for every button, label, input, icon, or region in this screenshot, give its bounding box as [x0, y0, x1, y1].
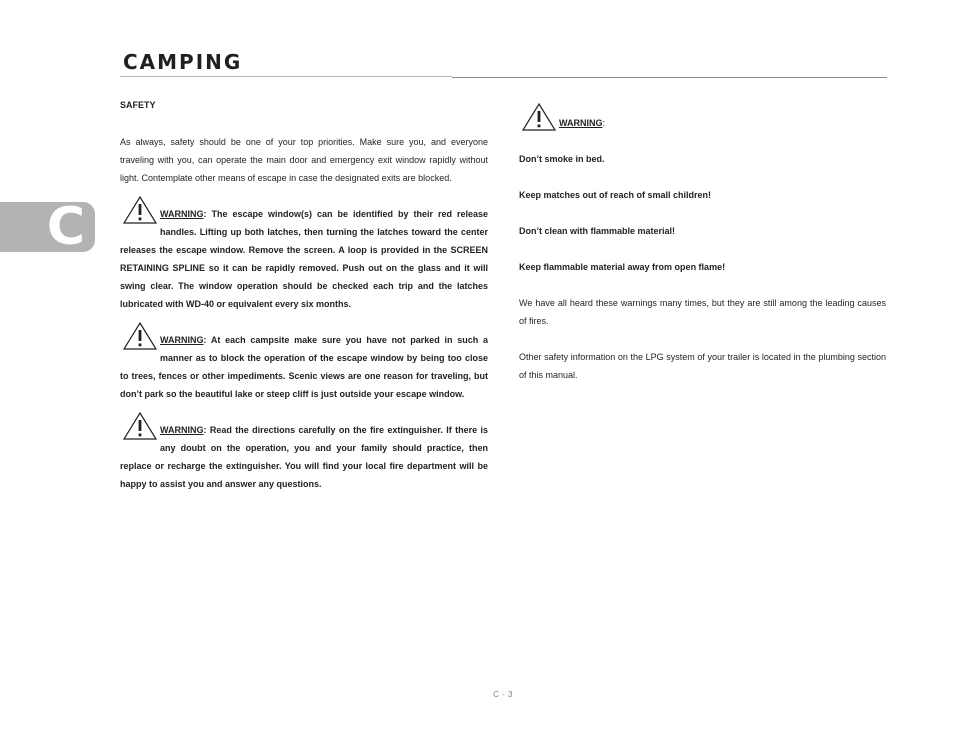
warning-label: WARNING [559, 118, 603, 128]
lpg-paragraph: Other safety information on the LPG system of your trailer is located in the plumbing section of this manual. [519, 352, 886, 380]
warning-item: Keep flammable material away from open flame! [519, 262, 726, 272]
warning-item: Don’t smoke in bed. [519, 154, 605, 164]
section-tab [0, 197, 95, 257]
header-divider-left [120, 76, 452, 77]
warning-text: : The escape window(s) can be identified by their red release handles. Lifting up both latches, then turning the latches toward the center releases the escape window. Remove the screen. A loop is provided in the SCREEN RETAINING SPLINE so it can be rapidly removed. Push out on the glass and it will swing clear. The window operation should be checked each trip and the latches lubricated with WD-40 or equivalent every six months. [120, 209, 488, 309]
section-tab-letter: C [46, 197, 85, 257]
left-column [120, 96, 488, 493]
warning-label: WARNING [160, 335, 204, 345]
warning-paragraph-2 [120, 331, 488, 403]
warning-triangle-icon [122, 195, 158, 225]
warning-triangle-icon [521, 102, 557, 132]
warning-triangle-icon [122, 321, 158, 351]
warning-colon: : [602, 118, 606, 128]
warning-paragraph-1 [120, 205, 488, 313]
warning-label: WARNING [160, 209, 204, 219]
page-title: CAMPING [123, 50, 243, 74]
warning-text: : Read the directions carefully on the fire extinguisher. If there is any doubt on the operation, you and your family should practice, then replace or recharge the extinguisher. You will find your local fire department will be happy to assist you and answer any questions. [120, 425, 488, 489]
warning-item: Keep matches out of reach of small children! [519, 190, 712, 200]
warning-header [519, 114, 886, 132]
header-divider-right [452, 77, 887, 78]
page-number: C - 3 [493, 690, 513, 699]
warning-label: WARNING [160, 425, 204, 435]
warning-triangle-icon [122, 411, 158, 441]
warning-text: : At each campsite make sure you have not parked in such a manner as to block the operation of the escape window by being too close to trees, fences or other impediments. Scenic views are one reason for traveling, but don’t park so the beautiful lake or steep cliff is just outside your escape window. [120, 335, 488, 399]
warning-item: Don’t clean with flammable material! [519, 226, 676, 236]
warning-paragraph-3 [120, 421, 488, 493]
intro-paragraph: As always, safety should be one of your top priorities. Make sure you, and everyone traveling with you, can operate the main door and emergency exit window rapidly without light. Contemplate other means of escape in case the designated exits are blocked. [120, 137, 488, 183]
section-heading: SAFETY [120, 100, 156, 110]
fires-paragraph: We have all heard these warnings many times, but they are still among the leading causes of fires. [519, 298, 886, 326]
right-column [519, 96, 886, 384]
